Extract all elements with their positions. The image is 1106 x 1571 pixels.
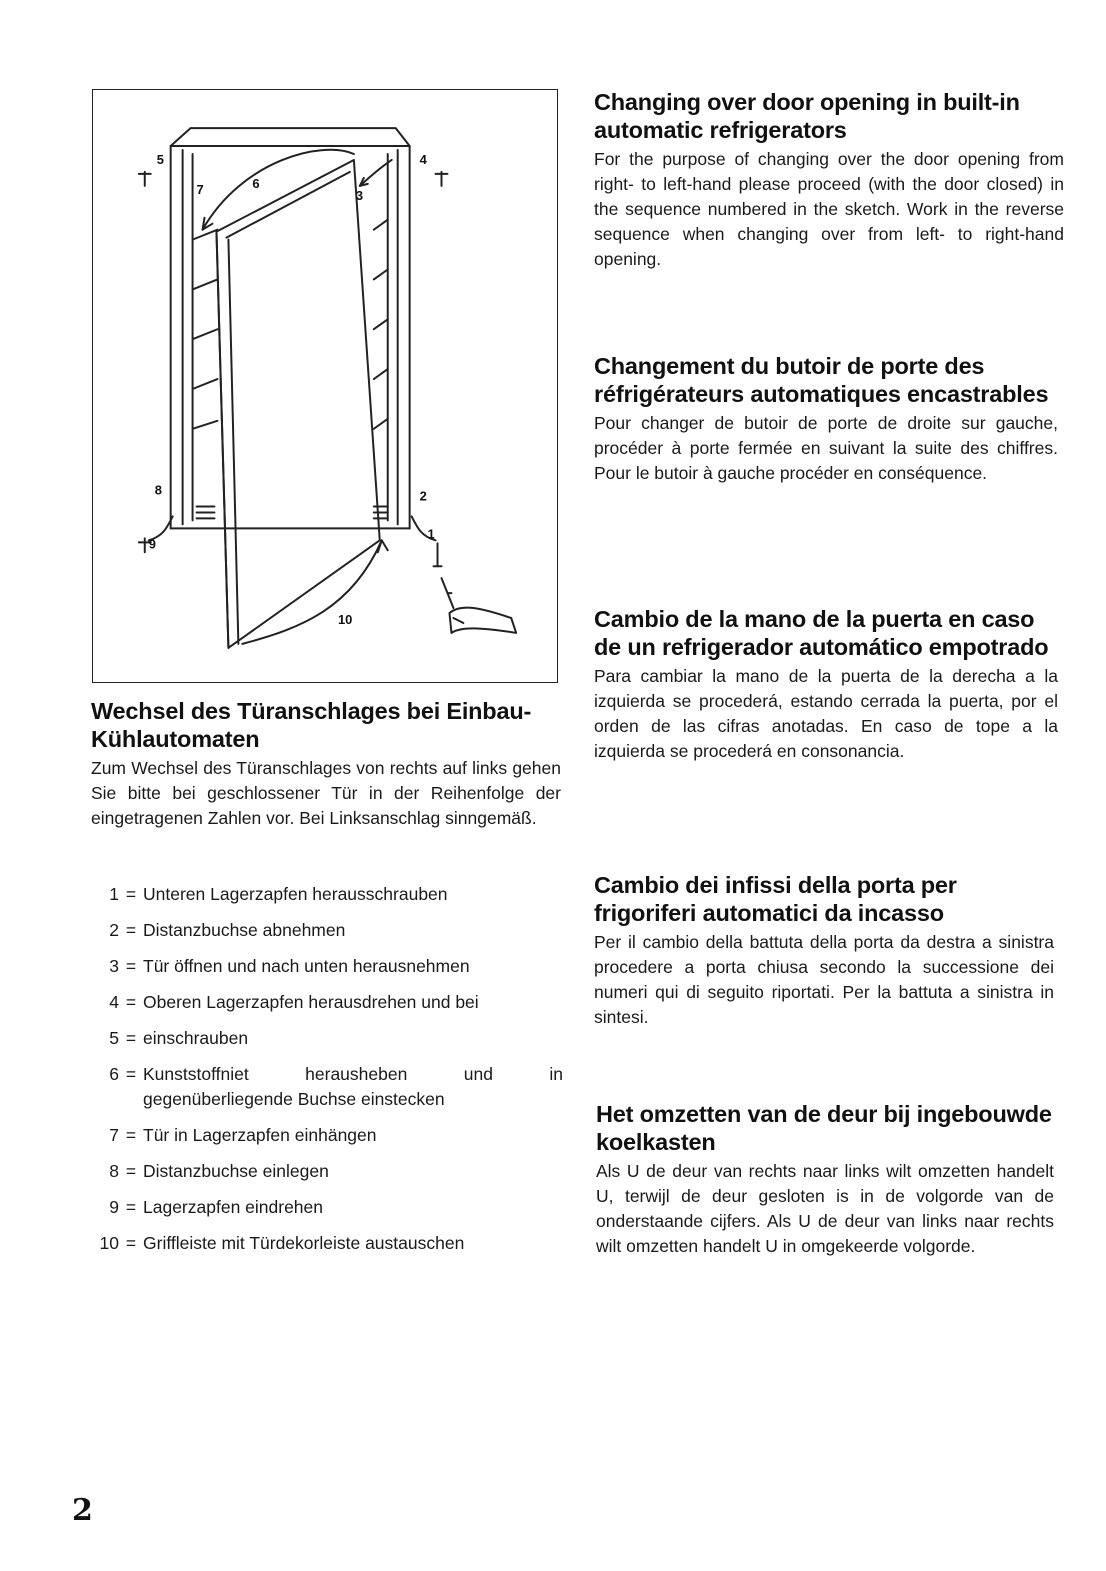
step-item: 4 = Oberen Lagerzapfen herausdrehen und bei <box>109 992 479 1012</box>
callout-10: 10 <box>337 611 353 627</box>
diagram-drawing <box>93 90 557 682</box>
callout-6: 6 <box>252 175 260 191</box>
body-italian: Per il cambio della battuta della porta da destra a sinistra procedere a porta chiusa secondo la successione dei numeri qui di seguito riportati. Per la battuta a sinistra in sintesi. <box>594 932 1054 1027</box>
step-item: 5 = einschrauben <box>109 1028 249 1048</box>
step-item: 8 = Distanzbuchse einlegen <box>109 1161 329 1181</box>
heading-italian: Cambio dei infissi della porta per frigoriferi automatici da incasso <box>594 872 957 926</box>
callout-4: 4 <box>419 151 427 167</box>
section-french <box>594 352 1058 486</box>
section-english <box>594 88 1064 272</box>
body-dutch: Als U de deur van rechts naar links wilt omzetten handelt U, terwijl de deur gesloten is in de volgorde van de onderstaande cijfers. Als U de deur van links naar rechts wilt omzetten handelt U in omgekeerde volgorde. <box>596 1161 1054 1256</box>
section-dutch <box>596 1100 1054 1259</box>
callout-8: 8 <box>154 482 162 498</box>
body-english: For the purpose of changing over the door opening from right- to left-hand please proceed (with the door closed) in the sequence numbered in the sketch. Work in the reverse sequence when changing over from left- to right-hand opening. <box>594 149 1064 269</box>
section-italian <box>594 871 1054 1030</box>
callout-2: 2 <box>419 488 427 504</box>
heading-dutch: Het omzetten van de deur bij ingebouwde koelkasten <box>596 1101 1052 1155</box>
body-spanish: Para cambiar la mano de la puerta de la derecha a la izquierda se procederá, estando cerrada la puerta, por el orden de las cifras anotadas. En caso de tope a la izquierda se procederá en consonancia. <box>594 666 1058 761</box>
step-item: 6 = Kunststoffniet herausheben und in gegenüberliegende Buchse einstecken <box>109 1064 563 1109</box>
body-german: Zum Wechsel des Türanschlages von rechts auf links gehen Sie bitte bei geschlossener Tür in der Reihenfolge der eingetragenen Zahlen vor. Bei Linksanschlag sinngemäß. <box>91 758 561 828</box>
callout-5: 5 <box>156 151 164 167</box>
callout-9: 9 <box>148 536 156 552</box>
heading-english: Changing over door opening in built-in automatic refrigerators <box>594 89 1020 143</box>
step-item: 10 = Griffleiste mit Türdekorleiste austauschen <box>99 1233 465 1253</box>
section-spanish <box>594 605 1058 764</box>
step-item: 7 = Tür in Lagerzapfen einhängen <box>109 1125 377 1145</box>
page-number: 2 <box>72 1493 93 1528</box>
callout-1: 1 <box>427 526 435 542</box>
step-item: 9 = Lagerzapfen eindrehen <box>109 1197 324 1217</box>
step-item: 1 = Unteren Lagerzapfen herausschrauben <box>109 884 448 904</box>
refrigerator-door-diagram <box>92 89 558 683</box>
heading-german: Wechsel des Türanschlages bei Einbau-Kühlautomaten <box>91 698 532 752</box>
body-french: Pour changer de butoir de porte de droite sur gauche, procéder à porte fermée en suivant la suite des chiffres. Pour le butoir à gauche procéder en conséquence. <box>594 413 1058 483</box>
callout-3: 3 <box>355 187 364 203</box>
heading-french: Changement du butoir de porte des réfrigérateurs automatiques encastrables <box>594 353 1049 407</box>
heading-spanish: Cambio de la mano de la puerta en caso de un refrigerador automático empotrado <box>594 606 1049 660</box>
section-german <box>91 697 561 831</box>
callout-7: 7 <box>196 181 204 197</box>
step-item: 3 = Tür öffnen und nach unten herausnehmen <box>109 956 470 976</box>
step-item: 2 = Distanzbuchse abnehmen <box>109 920 346 940</box>
steps-list <box>91 882 563 1256</box>
